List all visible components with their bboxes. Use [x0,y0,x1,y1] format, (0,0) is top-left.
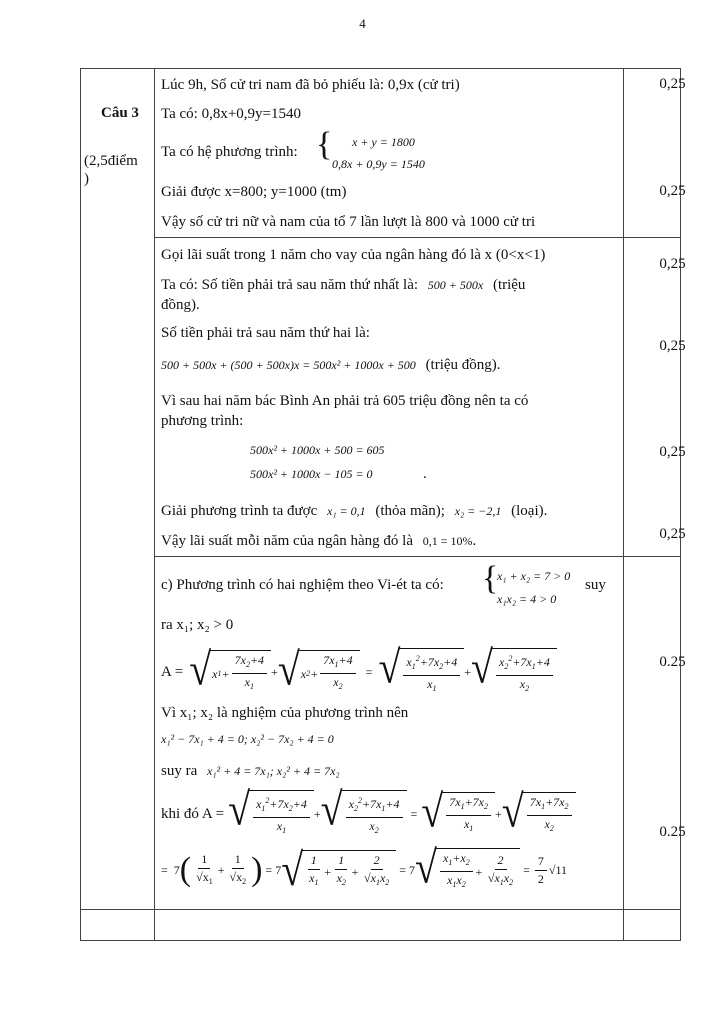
equation-1: 500x² + 1000x + 500 = 605 [250,443,385,457]
part-c-line-4: Vì x₁; x₂ là nghiệm của phương trình nên [161,705,409,721]
final-result: = 7 ( $\frac{1}{√x_1}$ + $\frac{1}{√x_2}$ ) = 7 √ $\frac{1}{x_1}$ + $\frac{1}{x_2}$ + $\frac{2}{√x_1x_2}$ = 7 √ $\frac{x_1+x_2}{x_1x_2}$ + $\frac{2}{√x_1x_2}$ = $\frac{7}{2}$ √11 [161,841,568,896]
part-b-line-7 [161,502,547,520]
text: Ta có: Số tiền phải trả sau năm thứ nhất là: [161,277,419,293]
sqrt-term: √ $\frac{x_2^2+7x_1+4}{x_2}$ [321,790,407,838]
sqrt-term: √ $\frac{x_1+x_2}{x_1x_2}$ + $\frac{2}{√x_1x_2}$ [415,848,520,892]
expression-a: A = √ x 1 + $\frac{7x_2+4}{x_1}$ + √ x 2 + $\frac{7x_1+4}{x_2}$ = √ $\frac{x_1^2+7x_2+4}{x_1}$ + √ $\frac{x_2^2+7x_1+4}{x_2}$ [161,648,557,696]
equation-2: 500x² + 1000x − 105 = 0 [250,467,373,481]
score: 0,25 [659,256,686,272]
text: Giải phương trình ta được [161,503,318,519]
score: 0,25 [659,76,686,92]
text: . [472,533,477,549]
table-column-divider [154,68,155,941]
formula: 0,1 = 10% [422,534,473,548]
table-top-border [80,68,681,69]
question-points: (2,5điểm ) [84,153,138,187]
sqrt-term: √ x 1 + $\frac{7x_2+4}{x_1}$ [189,650,271,694]
part-b-line-1: Gọi lãi suất trong 1 năm cho vay của ngân hàng đó là x (0<x<1) [161,247,546,263]
expression-a-simplified: khi đó A = √ $\frac{x_1^2+7x_2+4}{x_1}$ + √ $\frac{x_2^2+7x_1+4}{x_2}$ = √ $\frac{7x_1+7x_2}{x_1}$ + √ $\frac{7x_1+7x_2}{x_2}$ [161,790,576,838]
part-a-line-5: Vậy số cử tri nữ và nam của tổ 7 lần lượt là 800 và 1000 cử tri [161,214,536,230]
score: 0,25 [659,338,686,354]
score: 0,25 [659,526,686,542]
formula: x₂ = −2,1 [454,504,502,518]
score: 0,25 [659,183,686,199]
text: (triệu [492,277,526,293]
text: suy ra [161,763,198,779]
part-a-line-3: Ta có hệ phương trình: [161,144,298,160]
page-number: 4 [359,16,366,31]
system-equation-1: x + y = 1800 [352,135,415,149]
formula: 500 + 500x [427,278,484,292]
text: (triệu đồng). [425,357,501,373]
text: (loại). [511,503,548,519]
part-b-line-8 [161,532,476,550]
score: 0.25 [659,824,686,840]
part-a-line-1: Lúc 9h, Số cử tri nam đã bỏ phiếu là: 0,9x (cử tri) [161,77,460,93]
row-divider [154,556,681,557]
part-b-line-5: Vì sau hai năm bác Bình An phải trả 605 triệu đồng nên ta có [161,393,529,409]
table-bottom-border [80,940,681,941]
part-c-line-1-end: suy [585,577,606,593]
part-c-line-1: c) Phương trình có hai nghiệm theo Vi-ét ta có: [161,577,444,593]
sqrt-term: √ x 2 + $\frac{7x_1+4}{x_2}$ [278,650,360,694]
part-c-line-2: ra x₁; x₂ > 0 [161,617,234,633]
table-border-left [80,68,81,941]
text: Vậy lãi suất mỗi năm của ngân hàng đó là [161,533,414,549]
part-b-line-2-cont: đồng). [161,297,200,313]
sqrt-term: √ $\frac{x_1^2+7x_2+4}{x_1}$ [378,648,464,696]
equation-dot: . [423,466,427,482]
formula: 500 + 500x + (500 + 500x)x = 500x² + 1000x + 500 [161,358,416,372]
formula: x₁ = 0,1 [327,504,366,518]
formula: x₁² + 4 = 7x₁; x₂² + 4 = 7x₂ [207,764,340,778]
sqrt-term: √ $\frac{x_2^2+7x_1+4}{x_2}$ [471,648,557,696]
sqrt-term: √ $\frac{7x_1+7x_2}{x_2}$ [502,792,576,836]
text: A = [161,664,184,680]
question-label: Câu 3 [101,105,139,121]
vieta-sum: x₁ + x₂ = 7 > 0 [497,569,571,583]
vieta-product: x₁x₂ = 4 > 0 [497,592,557,606]
sqrt-term: √ $\frac{7x_1+7x_2}{x_1}$ [421,792,495,836]
part-a-line-2: Ta có: 0,8x+0,9y=1540 [161,106,302,122]
system-equation-2: 0,8x + 0,9y = 1540 [332,157,425,171]
score: 0,25 [659,444,686,460]
system-brace: { [482,560,499,597]
part-b-line-2 [161,276,525,294]
part-c-line-6 [161,762,340,780]
row-divider [80,909,681,910]
part-a-line-4: Giải được x=800; y=1000 (tm) [161,184,347,200]
part-b-line-4 [161,356,501,374]
part-c-line-5: x₁² − 7x₁ + 4 = 0; x₂² − 7x₂ + 4 = 0 [161,732,334,746]
sqrt-term: √ $\frac{1}{x_1}$ + $\frac{1}{x_2}$ + $\frac{2}{√x_1x_2}$ [281,850,396,890]
score: 0.25 [659,654,686,670]
sqrt-term: √ $\frac{x_1^2+7x_2+4}{x_1}$ [228,790,314,838]
row-divider [154,237,681,238]
system-brace: { [316,126,333,163]
part-b-line-3: Số tiền phải trả sau năm thứ hai là: [161,325,370,341]
part-b-line-6: phương trình: [161,413,244,429]
text: khi đó A = [161,806,225,822]
text: (thỏa mãn); [375,503,445,519]
